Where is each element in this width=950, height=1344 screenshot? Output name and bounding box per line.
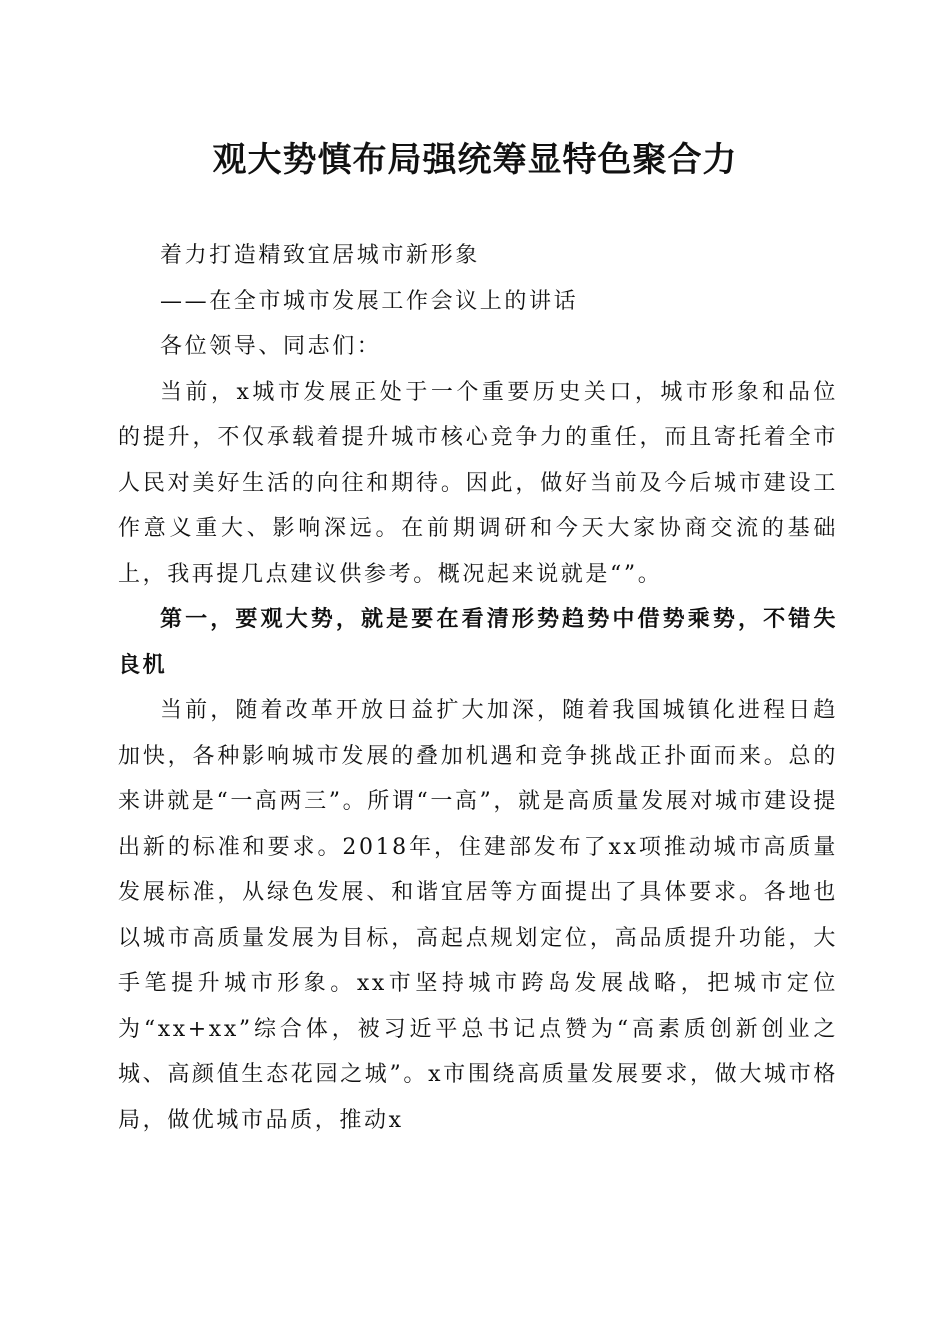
section-heading-1: 第一，要观大势，就是要在看清形势趋势中借势乘势，不错失良机 xyxy=(118,606,838,678)
intro-paragraph: 当前，x城市发展正处于一个重要历史关口，城市形象和品位的提升，不仅承载着提升城市核心竞争力的重任，而且寄托着全市人民对美好生活的向往和期待。因此，做好当前及今后城市建设工作意义重大、影响深远。在前期调研和今天大家协商交流的基础上，我再提几点建议供参考。概况起来说就是“”。 xyxy=(118,379,838,587)
speech-subtitle: 着力打造精致宜居城市新形象 xyxy=(160,243,480,268)
speech-occasion: ——在全市城市发展工作会议上的讲话 xyxy=(160,288,579,314)
document-body xyxy=(118,233,838,1143)
salutation: 各位领导、同志们： xyxy=(160,334,382,359)
document-title: 观大势慎布局强统筹显特色聚合力 xyxy=(212,140,738,180)
section-1-paragraph: 当前，随着改革开放日益扩大加深，随着我国城镇化进程日趋加快，各种影响城市发展的叠加机遇和竞争挑战正扑面而来。总的来讲就是“一高两三”。所谓“一高”，就是高质量发展对城市建设提出新的标准和要求。2018年，住建部发布了xx项推动城市高质量发展标准，从绿色发展、和谐宜居等方面提出了具体要求。各地也以城市高质量发展为目标，高起点规划定位，高品质提升功能，大手笔提升城市形象。xx市坚持城市跨岛发展战略，把城市定位为“xx+xx”综合体，被习近平总书记点赞为“高素质创新创业之城、高颜值生态花园之城”。x市围绕高质量发展要求，做大城市格局，做优城市品质，推动x xyxy=(118,698,838,1133)
